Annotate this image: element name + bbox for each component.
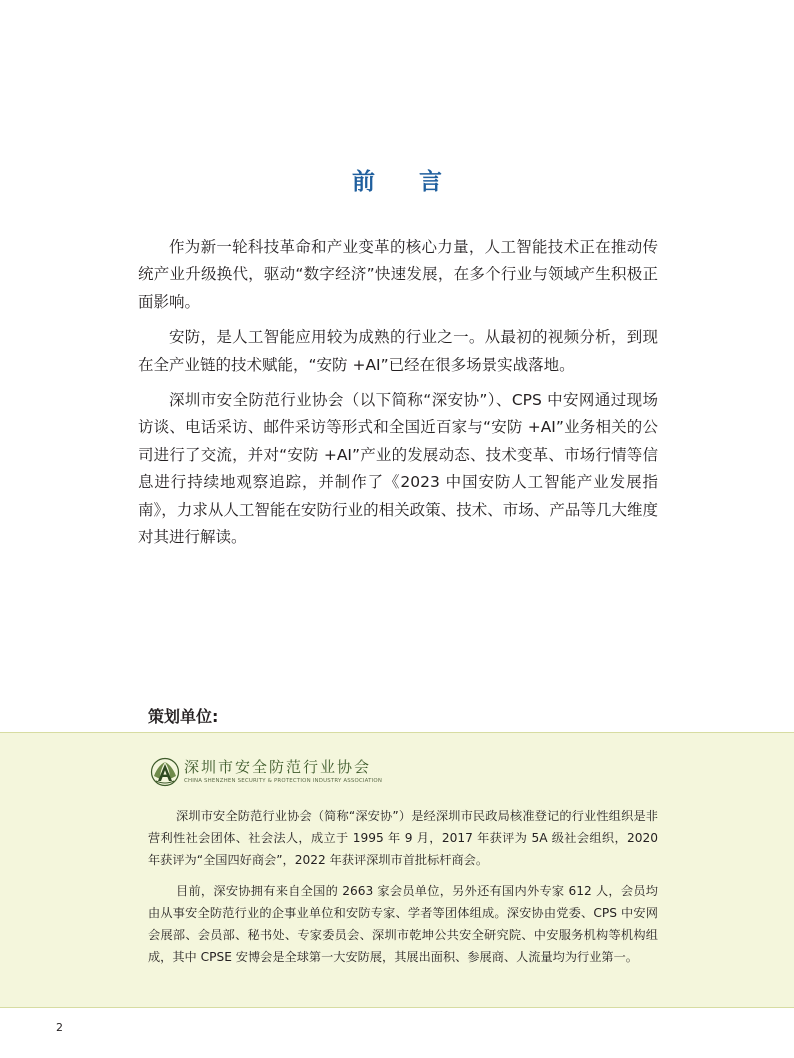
page-number: 2	[56, 1021, 63, 1034]
preface-paragraph-2: 安防，是人工智能应用较为成熟的行业之一。从最初的视频分析，到现在全产业链的技术赋能，“安防 +AI”已经在很多场景实战落地。	[138, 328, 658, 374]
page-title: 前 言	[351, 169, 460, 195]
association-emblem-icon	[150, 757, 180, 787]
planner-label: 策划单位:	[148, 707, 219, 726]
preface-paragraph-3: 深圳市安全防范行业协会（以下简称“深安协”）、CPS 中安网通过现场访谈、电话采访、邮件采访等形式和全国近百家与“安防 +AI”业务相关的公司进行了交流，并对“安防 +AI”产业的发展动态、技术变革、市场行情等信息进行持续地观察追踪，并制作了《2023 中国安防人工智能产业发展指南》，力求从人工智能在安防行业的相关政策、技术、市场、产品等几大维度对其进行解读。	[138, 391, 658, 547]
logo-english-name: CHINA SHENZHEN SECURITY & PROTECTION INDUSTRY ASSOCIATION	[184, 778, 383, 784]
association-logo	[150, 757, 390, 789]
logo-chinese-name: 深圳市安全防范行业协会	[184, 758, 372, 776]
preface-paragraph-1: 作为新一轮科技革命和产业变革的核心力量，人工智能技术正在推动传统产业升级换代，驱动“数字经济”快速发展，在多个行业与领域产生积极正面影响。	[138, 238, 658, 311]
preface-body	[138, 234, 658, 559]
organization-paragraph-1: 深圳市安全防范行业协会（简称“深安协”）是经深圳市民政局核准登记的行业性组织是非营利性社会团体、社会法人，成立于 1995 年 9 月，2017 年获评为 5A 级社会组织，2020 年获评为“全国四好商会”，2022 年获评深圳市首批标杆商会。	[148, 809, 658, 868]
organization-paragraph-2: 目前，深安协拥有来自全国的 2663 家会员单位，另外还有国内外专家 612 人，会员均由从事安全防范行业的企事业单位和安防专家、学者等团体组成。深安协由党委、CPS 中安网会展部、会员部、秘书处、专家委员会、深圳市乾坤公共安全研究院、中安服务机构等机构组成，其中 CPSE 安博会是全球第一大安防展，其展出面积、参展商、人流量均为行业第一。	[148, 883, 658, 965]
organization-description	[148, 805, 658, 976]
